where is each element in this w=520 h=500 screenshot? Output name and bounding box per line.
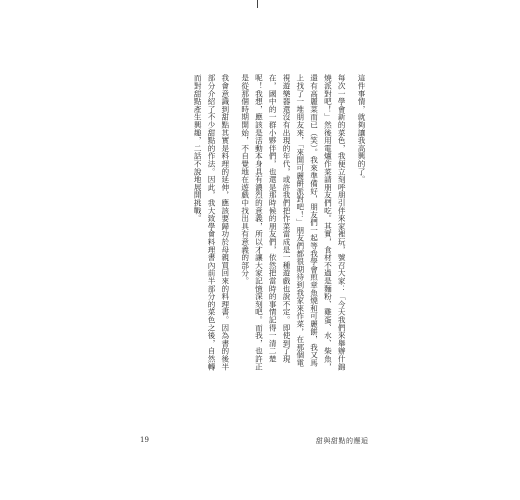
paragraph-3: 我會意識到甜點其實是料理的延伸，應該要歸功於母親買回來的料理書。因為書的後半部分介紹了不少甜點的作法。因此，我大致學會料理書內前半部分的菜色之後，自然轉而對甜點產生興趣，二話不說地展開挑戰。	[193, 74, 230, 371]
running-title: 甜與甜點的邂逅	[316, 437, 369, 445]
vertical-text-block	[190, 74, 368, 374]
page-number: 19	[140, 436, 149, 444]
page-top-mark	[257, 0, 258, 8]
paragraph-1: 這件事情，就夠讓我高興的了。	[357, 74, 366, 184]
paragraph-2: 每次一學會新的菜色，我便立刻呼朋引伴來家裡玩，號召大家：「今天我們來舉辦什錦燒派對吧！」然後用電爐作菜請朋友們吃。其實，食材不過是麵粉、雞蛋、水、柴魚，還有高麗菜而已（笑）。我來準備好，朋友們一起等我學會煎章魚燒和可麗餅，我又馬上找了一堆朋友來，「來開可麗餅派對吧！」朋友們都很期待到我家來作菜，在那個電視遊樂器還沒有出現的年代，或許我們把作菜當成是一種遊戲也說不定。即使到了現在，國中的一群小夥伴們，也還是那時候的朋友們，依然把當時的事情記得一清二楚呢！我想，應該是活動本身具有濃烈的意義，所以才讓大家記憶深刻吧。而我，也許正是從那個時期開始，不自覺地在遊戲中找出具有意義的部分。	[240, 74, 347, 371]
page-footer	[0, 436, 520, 450]
